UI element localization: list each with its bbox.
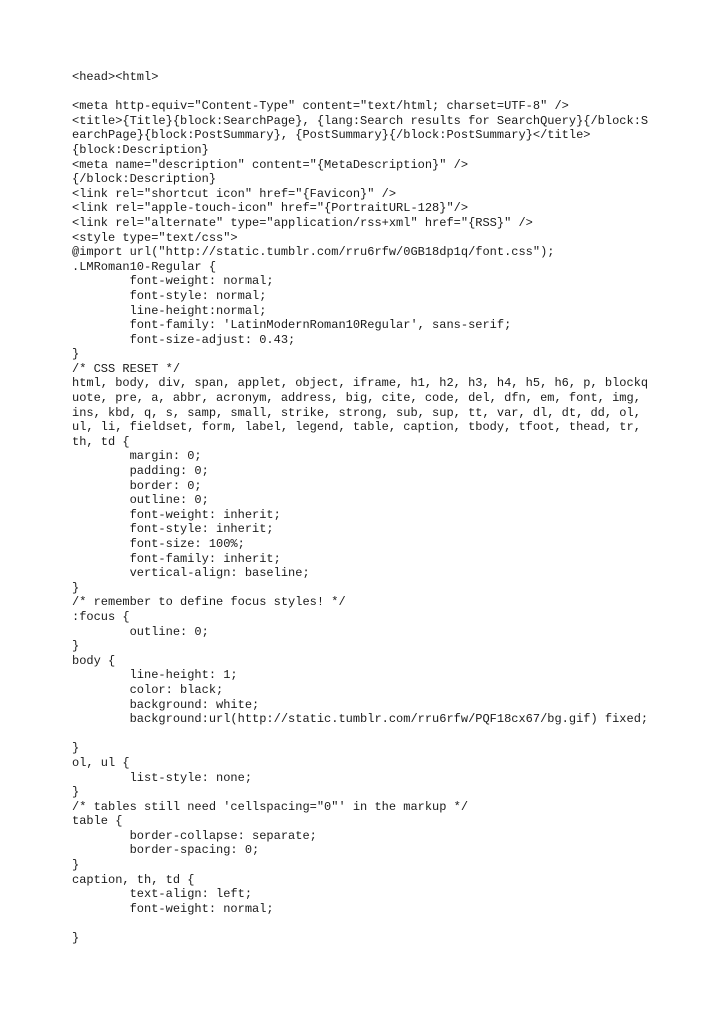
code-line: outline: 0; [72, 624, 209, 639]
code-line: padding: 0; [72, 464, 209, 479]
code-listing [72, 70, 662, 946]
code-line: list-style: none; [72, 770, 253, 785]
code-line: ul, li, fieldset, form, label, legend, table, caption, tbody, tfoot, thead, tr, [72, 420, 641, 435]
code-line: } [72, 741, 80, 756]
code-line: background:url(http://static.tumblr.com/rru6rfw/PQF18cx67/bg.gif) fixed; [72, 712, 649, 727]
code-line: } [72, 785, 80, 800]
code-line: .LMRoman10-Regular { [72, 259, 217, 274]
code-line: body { [72, 653, 116, 668]
code-line: uote, pre, a, abbr, acronym, address, big, cite, code, del, dfn, em, font, img, [72, 391, 641, 406]
code-line: line-height:normal; [72, 303, 267, 318]
code-line: border-collapse: separate; [72, 828, 317, 843]
code-line: <link rel="apple-touch-icon" href="{PortraitURL-128}"/> [72, 201, 469, 216]
code-line: {/block:Description} [72, 172, 217, 187]
code-line [72, 85, 662, 100]
code-line [72, 916, 662, 931]
code-line: ol, ul { [72, 755, 130, 770]
code-line: <link rel="alternate" type="application/rss+xml" href="{RSS}" /> [72, 215, 533, 230]
code-line: } [72, 931, 80, 946]
code-line [72, 727, 662, 742]
code-line: th, td { [72, 434, 130, 449]
code-line: /* CSS RESET */ [72, 361, 181, 376]
code-line: font-family: 'LatinModernRoman10Regular', sans-serif; [72, 318, 512, 333]
code-line: table { [72, 814, 123, 829]
code-line: font-weight: normal; [72, 274, 274, 289]
code-line: /* remember to define focus styles! */ [72, 595, 346, 610]
code-line: } [72, 347, 80, 362]
code-line: html, body, div, span, applet, object, iframe, h1, h2, h3, h4, h5, h6, p, blockq [72, 376, 649, 391]
code-line: line-height: 1; [72, 668, 238, 683]
code-line: {block:Description} [72, 142, 209, 157]
code-line: text-align: left; [72, 887, 253, 902]
code-line: background: white; [72, 697, 260, 712]
code-line: outline: 0; [72, 493, 209, 508]
code-line: font-size: 100%; [72, 537, 245, 551]
code-line: } [72, 639, 80, 654]
code-line: } [72, 580, 80, 595]
code-line: earchPage}{block:PostSummary}, {PostSummary}{/block:PostSummary}</title> [72, 128, 591, 143]
code-line: vertical-align: baseline; [72, 566, 310, 581]
code-line: border: 0; [72, 478, 202, 493]
code-line: font-style: normal; [72, 288, 267, 303]
code-line: color: black; [72, 682, 224, 697]
code-line: } [72, 858, 80, 873]
code-line: <meta name="description" content="{MetaDescription}" /> [72, 157, 469, 172]
code-line: <style type="text/css"> [72, 230, 238, 245]
code-line: font-family: inherit; [72, 551, 281, 566]
code-line: font-weight: inherit; [72, 507, 281, 522]
code-line: <title>{Title}{block:SearchPage}, {lang:Search results for SearchQuery}{/block:S [72, 113, 649, 128]
code-line: font-style: inherit; [72, 522, 274, 537]
code-line: font-weight: normal; [72, 901, 274, 916]
code-line: <link rel="shortcut icon" href="{Favicon}" /> [72, 186, 397, 201]
code-line: <meta http-equiv="Content-Type" content="text/html; charset=UTF-8" /> [72, 99, 569, 114]
code-line: @import url("http://static.tumblr.com/rru6rfw/0GB18dp1q/font.css"); [72, 245, 555, 260]
code-line: <head><html> [72, 70, 159, 84]
code-line: border-spacing: 0; [72, 843, 260, 858]
code-line: font-size-adjust: 0.43; [72, 332, 296, 347]
code-line: caption, th, td { [72, 872, 195, 887]
code-line: margin: 0; [72, 449, 202, 464]
code-line: ins, kbd, q, s, samp, small, strike, strong, sub, sup, tt, var, dl, dt, dd, ol, [72, 405, 641, 420]
code-line: :focus { [72, 609, 130, 624]
code-line: /* tables still need 'cellspacing="0"' in the markup */ [72, 799, 469, 814]
